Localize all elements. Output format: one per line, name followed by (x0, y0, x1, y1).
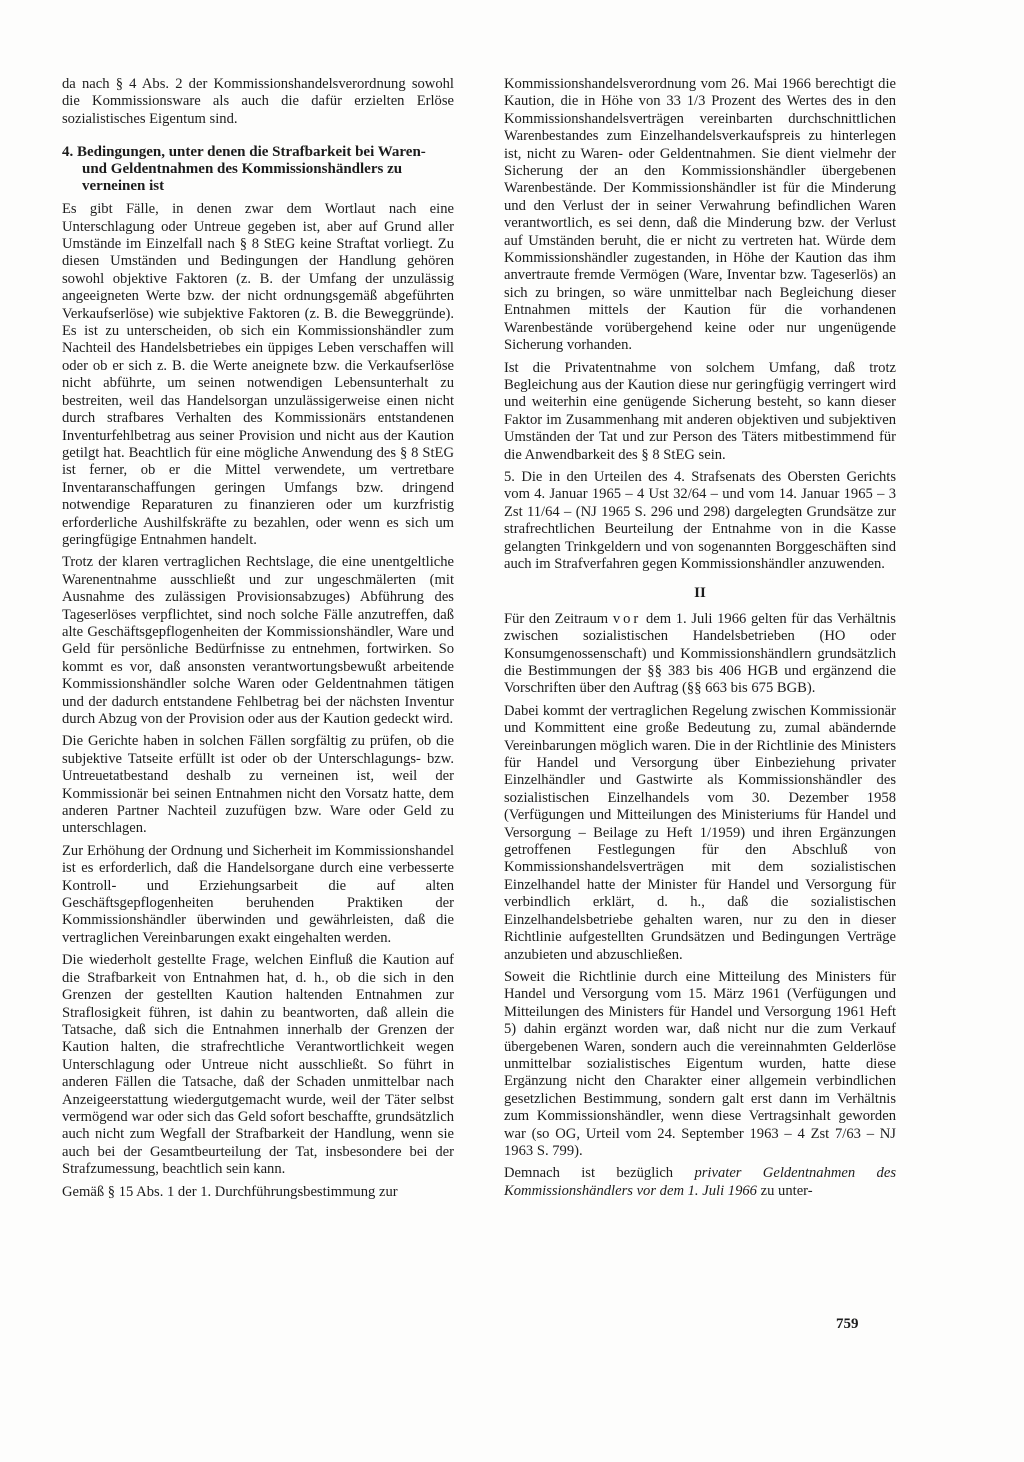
page-number: 759 (836, 1316, 859, 1332)
paragraph: Die Gerichte haben in solchen Fällen sorgfältig zu prüfen, ob die subjektive Tatseite erfüllt ist oder ob der Unterschlagungs- bzw. Untreuetatbestand deshalb zu verneinen ist, weil der Kommissionär bei seinen Entnahmen nicht den Vorsatz hatte, dem anderen Partner Nachteil zuzufügen bzw. Ware oder Geld zu unterschlagen. (62, 733, 454, 837)
paragraph: da nach § 4 Abs. 2 der Kommissionshandelsverordnung sowohl die Kommissionsware als auch die dafür erzielten Erlöse sozialistisches Eigentum sind. (62, 76, 454, 127)
paragraph: Die wiederholt gestellte Frage, welchen Einfluß die Kaution auf die Strafbarkeit von Entnahmen hat, d. h., ob die sich in den Grenzen der gestellten Kaution haltenden Entnahmen zur Straflosigkeit führen, ist dahin zu beantworten, daß allein die Tatsache, daß sich die Entnahmen innerhalb der Grenzen der Kaution halten, die strafrechtliche Verantwortlichkeit wegen Unterschlagung oder Untreue nicht ausschließt. So führt in anderen Fällen die Tatsache, daß der Schaden unmittelbar nach Anzeigeerstattung wiedergutgemacht wurde, weil der Täter selbst vermögend war oder sich das Geld sofort beschaffte, grundsätzlich auch nicht zum Wegfall der Strafbarkeit der Handlung, wenn sie auch bei der Gesamtbeurteilung der Tat, insbesondere bei der Strafzumessung, beachtlich sein kann. (62, 952, 454, 1178)
paragraph: Dabei kommt der vertraglichen Regelung zwischen Kommissionär und Kommittent eine große Bedeutung zu, zumal abändernde Vereinbarungen möglich waren. Die in der Richtlinie des Ministers für Handel und Versorgung über Einbeziehung privater Einzelhändler und Gastwirte als Kommissionshändler des sozialistischen Einzelhandels vom 30. Dezember 1958 (Verfügungen und Mitteilungen des Ministeriums für Handel und Versorgung – Beilage zu Heft 1/1959) und ihren Ergänzungen getroffenen Festlegungen für den Abschluß von Kommissionshandelsverträgen mit dem sozialistischen Einzelhandel hatte der Minister für Handel und Versorgung für verbindlich erklärt, d. h., daß die sozialistischen Einzelhandelsbetriebe gehalten waren, nur zu den in dieser Richtlinie aufgestellten Grundsätzen und Bedingungen Verträge anzubieten und abzuschließen. (504, 702, 896, 963)
right-column (504, 76, 896, 1205)
text-run: Demnach ist bezüglich (504, 1165, 695, 1182)
paragraph: Zur Erhöhung der Ordnung und Sicherheit im Kommissionshandel ist es erforderlich, daß die Handelsorgane durch eine verbesserte Kontroll- und Erziehungsarbeit die auf alten Geschäftsgepflogenheiten beruhenden Praktiken der Kommissionshändler überwinden und gewährleisten, daß die vertraglichen Vereinbarungen exakt eingehalten werden. (62, 842, 454, 946)
italic-emphasis: privater Geldentnahmen des Kommissionshändlers vor dem 1. Juli 1966 (504, 1165, 896, 1199)
paragraph (504, 1165, 896, 1200)
paragraph: Soweit die Richtlinie durch eine Mitteilung des Ministers für Handel und Versorgung vom 15. März 1961 (Verfügungen und Mitteilungen des Ministers für Handel und Versorgung 1961 Heft 5) dahin ergänzt worden war, daß nicht nur die zum Verkauf übergebenen Waren, sondern auch die vereinnahmten Gelderlöse unmittelbar sozialistisches Eigentum wurden, hatte diese Ergänzung nicht den Charakter einer allgemein verbindlichen gesetzlichen Bestimmung, sondern galt erst dann im Verhältnis zum Kommissionshändler, wenn diese Vertragsinhalt geworden war (so OG, Urteil vom 24. September 1963 – 4 Zst 7/63 – NJ 1963 S. 799). (504, 968, 896, 1159)
section-heading-roman: II (694, 585, 706, 602)
spaced-emphasis: vor (612, 610, 642, 627)
text-run: dem 1. Juli 1966 gelten für das Verhältnis zwischen sozialistischen Handelsbetrieben (HO oder Konsumgenossenschaft) und Kommissionshändlern grundsätzlich die Bestimmungen der §§ 383 bis 406 HGB und ergänzend die Vorschriften über den Auftrag (§§ 663 bis 675 BGB). (504, 610, 896, 697)
paragraph: Kommissionshandelsverordnung vom 26. Mai 1966 berechtigt die Kaution, die in Höhe von 33 1/3 Prozent des Wertes des in den Kommissionshandelsverträgen vereinbarten durchschnittlichen Warenbestandes zum Einzelhandelsverkaufspreis zu hinterlegen ist, nicht zu Waren- oder Geldentnahmen. Sie dient vielmehr der Sicherung der an den Kommissionshändler übergebenen Warenbestände. Der Kommissionshändler ist für die Minderung und den Verlust der in seiner Verwahrung befindlichen Waren verantwortlich, es sei denn, daß die Minderung bzw. der Verlust auf Umständen beruht, die er nicht zu vertreten hat. Würde dem Kommissionshändler zugestanden, in Höhe der Kaution das ihm anvertraute fremde Vermögen (Ware, Inventar bzw. Tageserlös) an sich zu bringen, so wäre unmittelbar nach Begleichung dieser Entnahmen mittels der Kaution für die vorhandenen Warenbestände vorübergehend keine oder nur ungenügende Sicherung vorhanden. (504, 76, 896, 354)
paragraph (504, 611, 896, 698)
paragraph: Trotz der klaren vertraglichen Rechtslage, die eine unentgeltliche Warenentnahme ausschließt und zur ungeschmälerten (mit Ausnahme des zulässigen Provisionsabzuges) Abführung des Tageserlöses verpflichtet, sind noch solche Fälle anzutreffen, daß alte Geschäftsgepflogenheiten der Kommissionshändler, Ware und Geld für persönliche Bedürfnisse zu entnehmen, fortwirken. So kommt es vor, daß ansonsten verantwortungsbewußt arbeitende Kommissionshändler solche Waren oder Geldentnahmen tätigen und der dadurch entstandene Fehlbetrag bei der nächsten Inventur durch Abzug von der Provision oder aus der Kaution gedeckt wird. (62, 554, 454, 727)
paragraph: Gemäß § 15 Abs. 1 der 1. Durchführungsbestimmung zur (62, 1183, 398, 1200)
text-run: Für den Zeitraum (504, 610, 613, 627)
paragraph: 5. Die in den Urteilen des 4. Strafsenats des Obersten Gerichts vom 4. Januar 1965 – 4 Ust 32/64 – und vom 14. Januar 1965 – 3 Zst 11/64 – (NJ 1965 S. 296 und 298) dargelegten Grundsätze zur strafrechtlichen Beurteilung der Entnahme von in die Kasse gelangten Trinkgeldern und von sogenannten Borggeschäften sind auch im Strafverfahren gegen Kommissionshändler anzuwenden. (504, 468, 896, 572)
paragraph: Ist die Privatentnahme von solchem Umfang, daß trotz Begleichung aus der Kaution diese nur geringfügig verringert wird und weiterhin eine genügende Sicherung besteht, so kann dieser Faktor im Zusammenhang mit anderen objektiven und subjektiven Umständen der Tat und zur Person des Täters mitbestimmend für die Anwendbarkeit des § 8 StEG sein. (504, 359, 896, 463)
section-heading-4: 4. Bedingungen, unter denen die Strafbarkeit bei Waren- und Geldentnahmen des Kommissionshändlers zu verneinen ist (62, 144, 426, 195)
left-column (62, 76, 454, 1206)
text-run: zu unter- (756, 1182, 813, 1199)
paragraph: Es gibt Fälle, in denen zwar dem Wortlaut nach eine Unterschlagung oder Untreue gegeben ist, aber auf Grund aller Umstände im Einzelfall nach § 8 StEG keine Straftat vorliegt. Zu diesen Umständen und Bedingungen der Handlung gehören sowohl objektive Faktoren (z. B. der Umfang der unzulässig angeeigneten Werte bzw. der nicht ordnungsgemäß abgeführten Verkaufserlöse) wie subjektive Faktoren (z. B. die Beweggründe). Es ist zu unterscheiden, ob sich ein Kommissionshändler zum Nachteil des Handelsbetriebes ein üppiges Leben verschaffen will oder ob er sich z. B. die Werte aneignete bzw. die Verkaufserlöse nicht abführte, um seinen notwendigen Lebensunterhalt zu bestreiten, weil das Handelsorgan unzulässigerweise einen nicht durch strafbares Verhalten des Kommissionärs entstandenen Inventurfehlbetrag aus seiner Provision und nicht aus der Kaution getilgt hat. Beachtlich für eine mögliche Anwendung des § 8 StEG ist ferner, ob er die Mittel verwendete, um vertretbare Inventaranschaffungen geringen Umfangs bzw. dringend notwendige Reparaturen zu finanzieren oder um kurzfristig erforderliche Aushilfskräfte zu bezahlen, oder wenn es sich um geringfügige Entnahmen handelt. (62, 201, 454, 548)
